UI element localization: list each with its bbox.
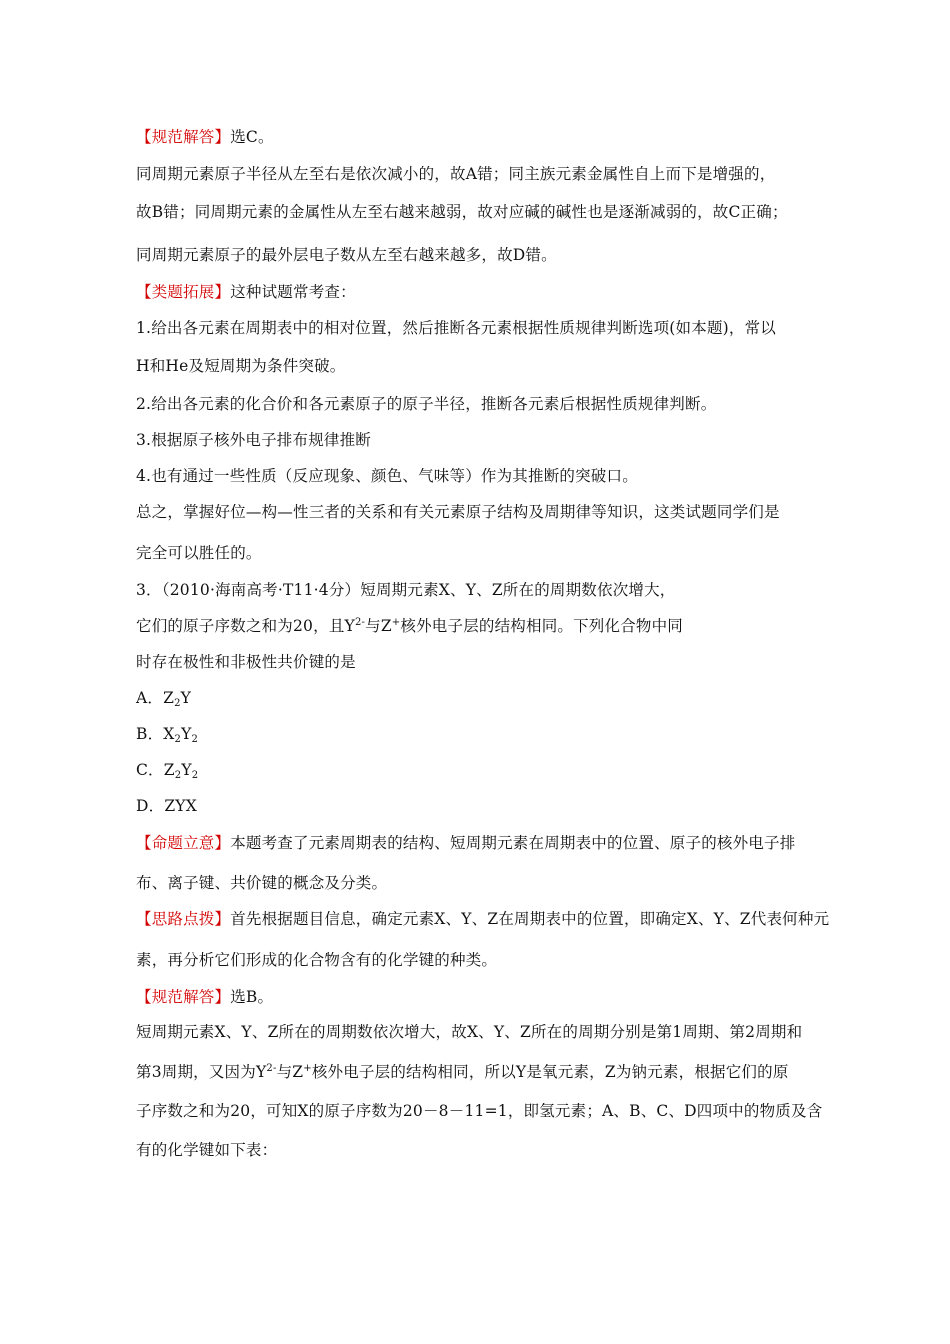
answer-tag: 【规范解答】 <box>136 128 231 146</box>
option-a: A．$Z_2Y$ <box>136 689 192 709</box>
paragraph-line: 4.也有通过一些性质（反应现象、颜色、气味等）作为其推断的突破口。 <box>136 467 638 485</box>
paragraph-line: 短周期元素X、Y、Z所在的周期数依次增大，故X、Y、Z所在的周期分别是第1周期、第2周期和 <box>136 1023 803 1041</box>
hint-line: 【思路点拨】首先根据题目信息，确定元素X、Y、Z在周期表中的位置，即确定X、Y、Z代表何种元 <box>136 910 830 928</box>
paragraph-line: 1.给出各元素在周期表中的相对位置，然后推断各元素根据性质规律判断选项(如本题)，常以 <box>136 319 776 337</box>
extension-intro: 这种试题常考查： <box>230 283 356 301</box>
paragraph-line: 同周期元素原子半径从左至右是依次减小的，故A错；同主族元素金属性自上而下是增强的， <box>136 165 776 183</box>
paragraph-line: 布、离子键、共价键的概念及分类。 <box>136 874 388 892</box>
paragraph-line: 素，再分析它们形成的化合物含有的化学键的种类。 <box>136 951 498 969</box>
paragraph-line: 第3周期，又因为$Y^{2-}$与Z+核外电子层的结构相同，所以Y是氧元素，Z为钠元素，根据它们的原 <box>136 1063 789 1081</box>
option-b: B．$X_2Y_2$ <box>136 725 199 745</box>
answer-tag: 【规范解答】 <box>136 988 231 1006</box>
paragraph-line: 总之，掌握好位—构—性三者的关系和有关元素原子结构及周期律等知识，这类试题同学们是 <box>136 503 780 521</box>
extension-heading <box>136 282 356 302</box>
paragraph-line: 完全可以胜任的。 <box>136 544 262 562</box>
paragraph-line: 故B错；同周期元素的金属性从左至右越来越弱，故对应碱的碱性也是逐渐减弱的，故C正确； <box>136 203 788 221</box>
answer-text: 选B。 <box>230 988 274 1006</box>
answer-heading-2 <box>136 987 273 1007</box>
answer-heading-1 <box>136 127 274 147</box>
hint-tag: 【思路点拨】 <box>136 910 231 928</box>
paragraph-line: 2.给出各元素的化合价和各元素原子的原子半径，推断各元素后根据性质规律判断。 <box>136 395 717 413</box>
intent-tag: 【命题立意】 <box>136 834 231 852</box>
paragraph-line: 有的化学键如下表： <box>136 1141 278 1159</box>
question-stem-line: 时存在极性和非极性共价键的是 <box>136 653 356 671</box>
intent-line: 【命题立意】本题考查了元素周期表的结构、短周期元素在周期表中的位置、原子的核外电子排 <box>136 834 796 852</box>
paragraph-line: 子序数之和为20，可知X的原子序数为20－8－11=1，即氢元素；A、B、C、D四项中的物质及含 <box>136 1102 823 1120</box>
option-d: D．ZYX <box>136 797 197 815</box>
paragraph-line: H和He及短周期为条件突破。 <box>136 357 346 375</box>
paragraph-line: 3.根据原子核外电子排布规律推断 <box>136 431 371 449</box>
paragraph-line: 同周期元素原子的最外层电子数从左至右越来越多，故D错。 <box>136 246 557 264</box>
answer-text: 选C。 <box>230 128 274 146</box>
question-stem-line: 它们的原子序数之和为20，且$Y^{2-}$与Z+核外电子层的结构相同。下列化合物中同 <box>136 617 683 635</box>
question-stem-line: 3．（2010·海南高考·T11·4分）短周期元素X、Y、Z所在的周期数依次增大， <box>136 581 676 599</box>
option-c: C．$Z_2Y_2$ <box>136 761 199 781</box>
extension-tag: 【类题拓展】 <box>136 283 231 301</box>
